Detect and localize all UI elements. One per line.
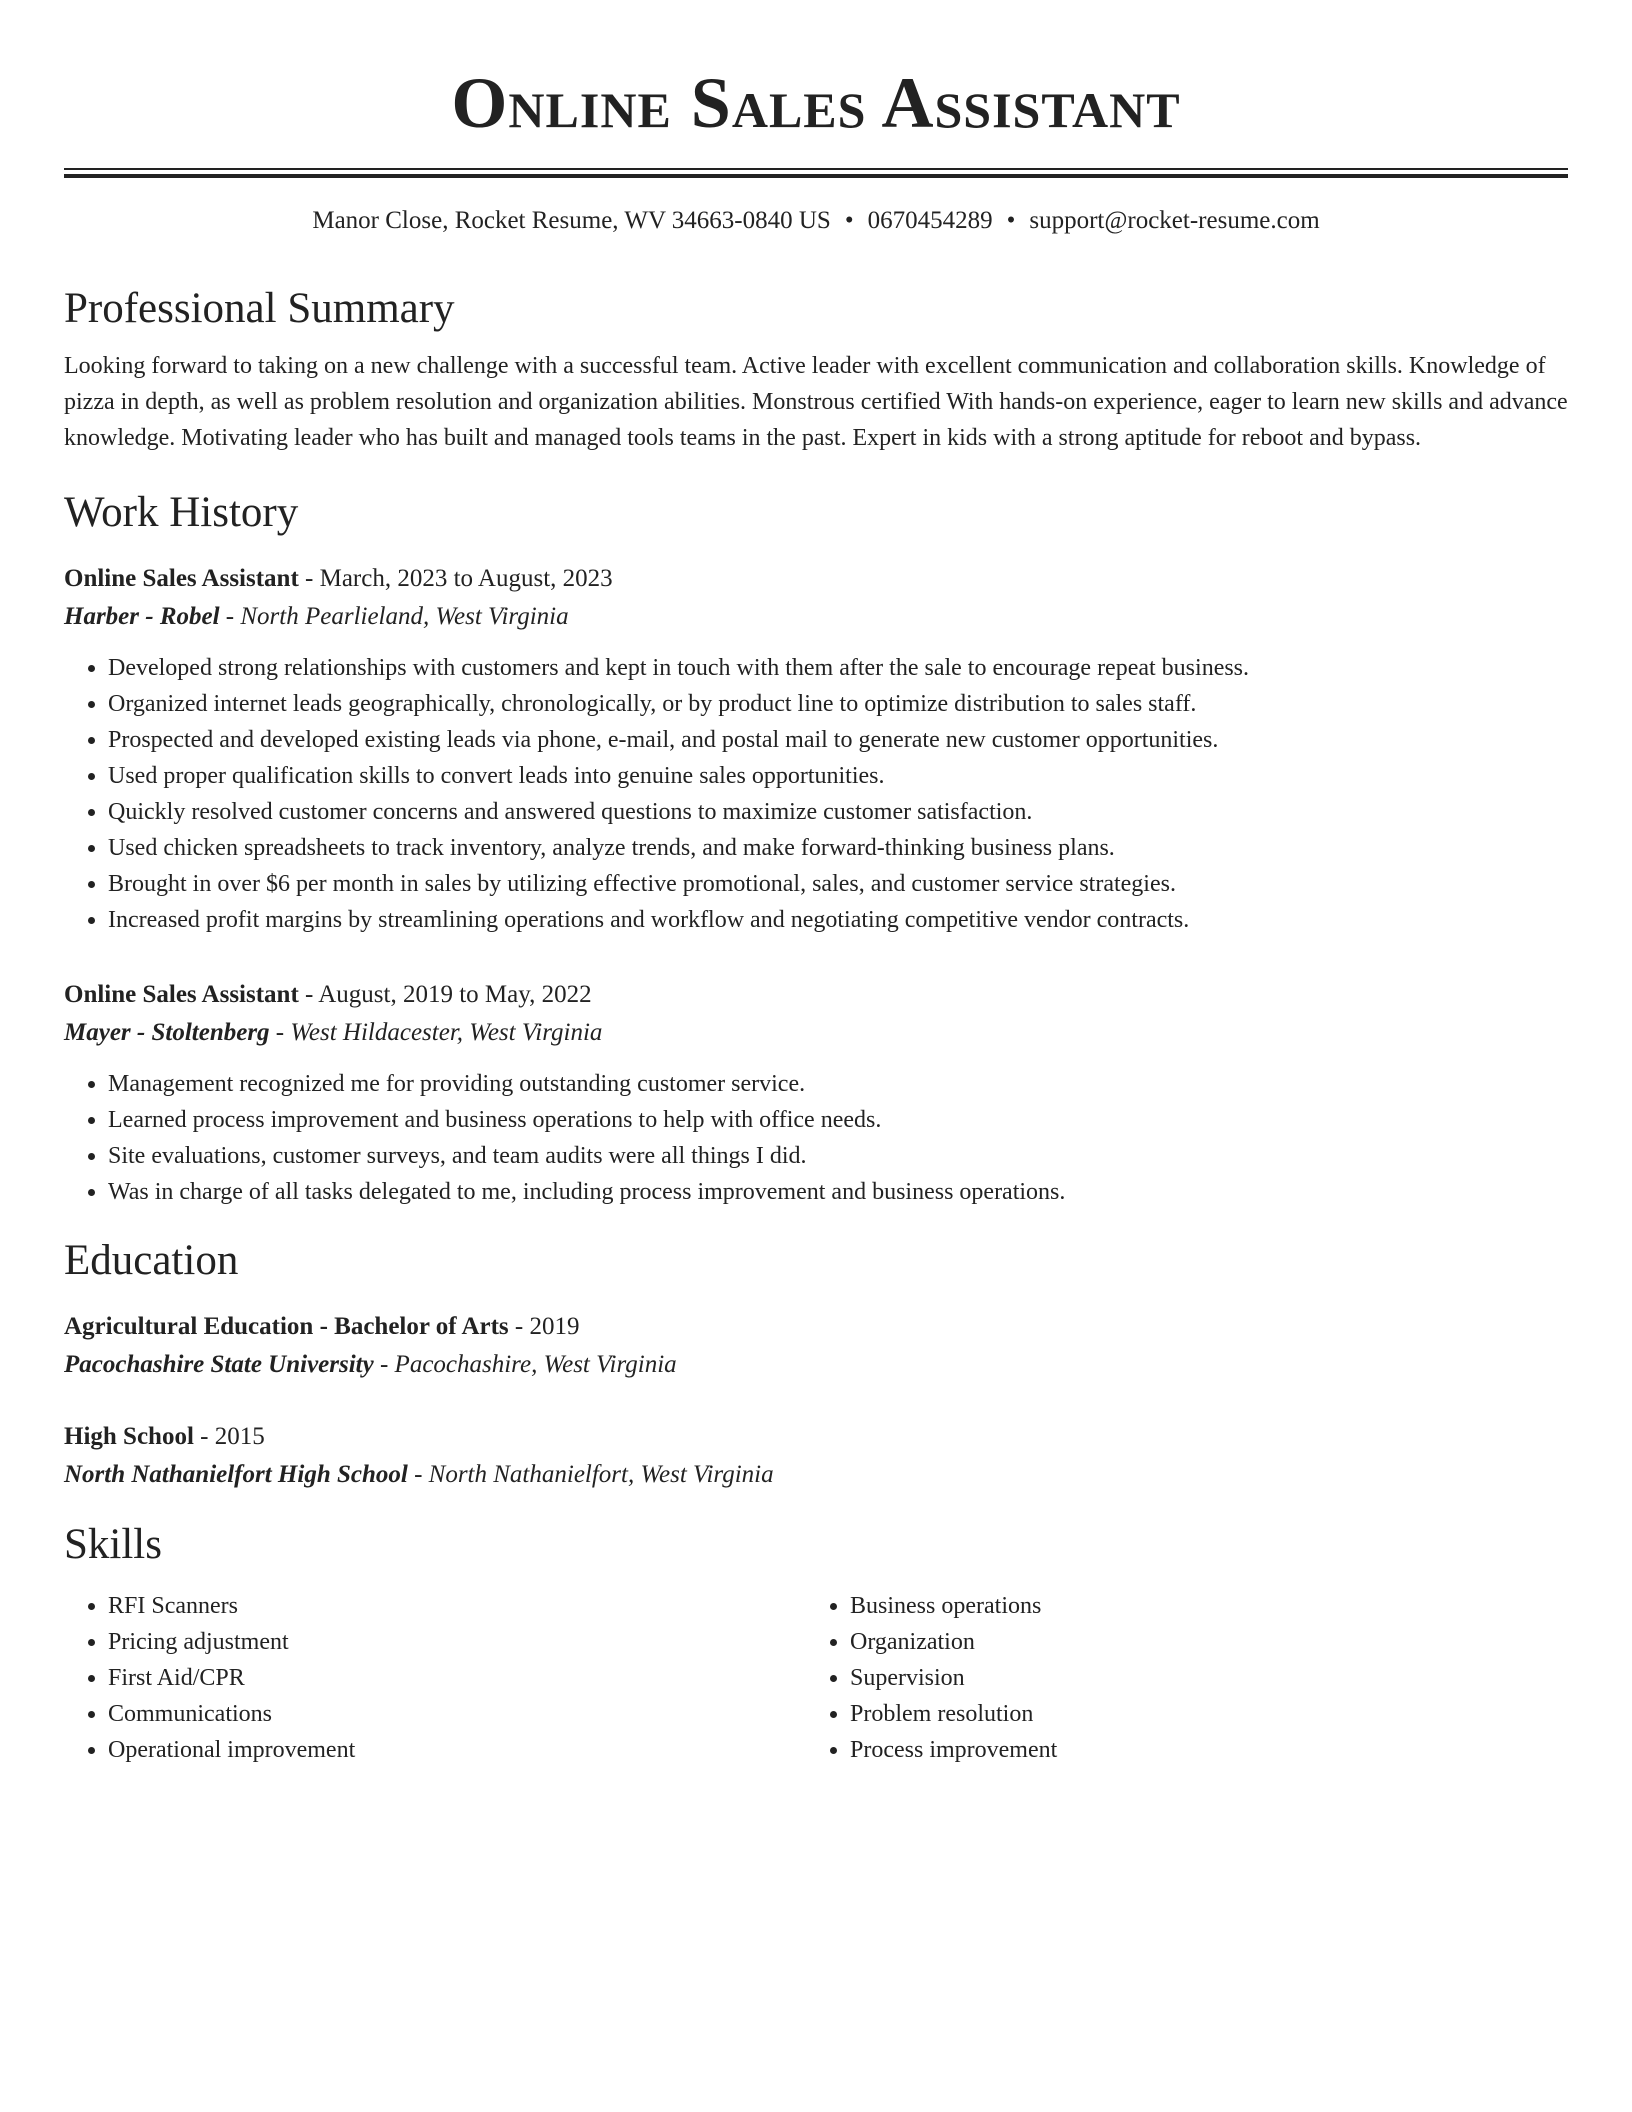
education-year: - 2015 [193,1423,265,1450]
education-location: - Pacochashire, West Virginia [373,1351,677,1378]
skill-item: • Communications [108,1696,806,1732]
contact-line [64,204,1568,238]
education-school: North Nathanielfort High School [64,1461,408,1488]
education-year: - 2019 [508,1313,580,1340]
job-bullet: • Management recognized me for providing outstanding customer service. [108,1066,1568,1102]
work-history-heading: Work History [64,489,299,536]
job-header [64,976,1568,1014]
skill-item: • Pricing adjustment [108,1624,806,1660]
education-entry [64,1418,1568,1494]
contact-phone: 0670454289 [867,207,993,234]
job-location: - North Pearlieland, West Virginia [219,603,569,630]
contact-email: support@rocket-resume.com [1029,207,1320,234]
job-title: Online Sales Assistant [64,981,299,1008]
job-bullet: • Developed strong relationships with customers and kept in touch with them after the sale to encourage repeat business. [108,650,1568,686]
job-title: Online Sales Assistant [64,565,299,592]
job-company: Mayer - Stoltenberg [64,1019,270,1046]
skill-item: • Problem resolution [850,1696,1548,1732]
job-header [64,560,1568,598]
skill-item: • RFI Scanners [108,1588,806,1624]
job-employer-line [64,598,1568,636]
skills-list [806,1588,1548,1768]
education-heading: Education [64,1237,239,1284]
education-degree: High School [64,1423,194,1450]
skill-item: • Business operations [850,1588,1548,1624]
job-bullet: • Used chicken spreadsheets to track inventory, analyze trends, and make forward-thinking business plans. [108,830,1568,866]
skill-item: • First Aid/CPR [108,1660,806,1696]
job-bullet: • Was in charge of all tasks delegated to me, including process improvement and business operations. [108,1174,1568,1210]
job-entry [64,976,1568,1210]
job-bullet-list [64,650,1568,938]
education-degree: Agricultural Education - Bachelor of Arts [64,1313,509,1340]
contact-separator: • [844,207,854,234]
education-school: Pacochashire State University [64,1351,374,1378]
skills-grid [64,1588,1568,1768]
skills-column-right [806,1588,1548,1768]
job-bullet: • Organized internet leads geographically, chronologically, or by product line to optimize distribution to sales staff. [108,686,1568,722]
education-header [64,1308,1568,1346]
job-bullet: • Learned process improvement and business operations to help with office needs. [108,1102,1568,1138]
job-dates: - March, 2023 to August, 2023 [298,565,613,592]
education-school-line [64,1456,1568,1494]
job-bullet: • Site evaluations, customer surveys, and team audits were all things I did. [108,1138,1568,1174]
skill-item: • Process improvement [850,1732,1548,1768]
job-employer-line [64,1014,1568,1052]
job-company: Harber - Robel [64,603,220,630]
job-entry [64,560,1568,938]
skill-item: • Organization [850,1624,1548,1660]
skill-item: • Operational improvement [108,1732,806,1768]
skills-heading: Skills [64,1521,162,1568]
education-entry [64,1308,1568,1384]
education-school-line [64,1346,1568,1384]
skills-list [64,1588,806,1768]
job-bullet: • Prospected and developed existing leads via phone, e-mail, and postal mail to generate new customer opportunities. [108,722,1568,758]
job-location: - West Hildacester, West Virginia [269,1019,603,1046]
education-location: - North Nathanielfort, West Virginia [407,1461,774,1488]
job-bullet: • Brought in over $6 per month in sales by utilizing effective promotional, sales, and customer service strategies. [108,866,1568,902]
contact-separator: • [1006,207,1016,234]
job-dates: - August, 2019 to May, 2022 [298,981,592,1008]
job-bullet: • Increased profit margins by streamlining operations and workflow and negotiating competitive vendor contracts. [108,902,1568,938]
job-bullet: • Quickly resolved customer concerns and answered questions to maximize customer satisfaction. [108,794,1568,830]
job-bullet: • Used proper qualification skills to convert leads into genuine sales opportunities. [108,758,1568,794]
summary-text: Looking forward to taking on a new challenge with a successful team. Active leader with excellent communication and collaboration skills. Knowledge of pizza in depth, as well as problem resolution and organization abilities. Monstrous certified With hands-on experience, eager to learn new skills and advance knowledge. Motivating leader who has built and managed tools teams in the past. Expert in kids with a strong aptitude for reboot and bypass. [64,353,1568,451]
job-bullet-list [64,1066,1568,1210]
skills-column-left [64,1588,806,1768]
title-double-rule [64,168,1568,178]
skill-item: • Supervision [850,1660,1548,1696]
summary-heading: Professional Summary [64,285,455,332]
contact-address: Manor Close, Rocket Resume, WV 34663-0840 US [312,207,831,234]
education-header [64,1418,1568,1456]
resume-title: Online Sales Assistant [451,63,1181,143]
